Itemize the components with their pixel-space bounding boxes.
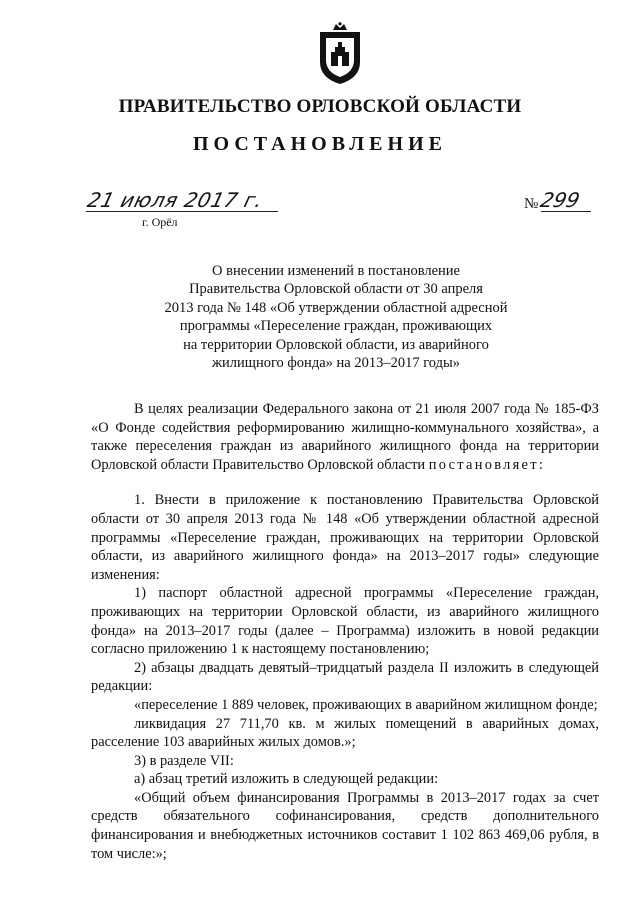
preamble-paragraph: В целях реализации Федерального закона от 21 июля 2007 года № 185-ФЗ «О Фонде содействия реформированию жилищно-коммунального хозяйства», а также переселения граждан из аварийного жилищного фонда на территории Орловской области Правительство Орловской области постановляет: — [91, 401, 599, 473]
subject-line: жилищного фонда» на 2013–2017 годы» — [212, 355, 460, 372]
body-paragraph: «переселение 1 889 человек, проживающих в аварийном жилищном фонде; — [134, 696, 598, 713]
subject-line: на территории Орловской области, из аварийного — [183, 336, 489, 353]
body-paragraph: 2) абзацы двадцать девятый–тридцатый раздела II изложить в следующей редакции: — [91, 659, 599, 695]
number-label: № — [524, 196, 539, 212]
body-paragraph: «Общий объем финансирования Программы в 2013–2017 годах за счет средств обязательного софинансирования, средств дополнительного финансирования и внебюджетных источников составит 1 102 863 469,06 рубля, в том числе:»; — [91, 789, 599, 862]
document-body — [91, 400, 599, 863]
city-label: г. Орёл — [142, 215, 178, 229]
subject-line: Правительства Орловской области от 30 апреля — [189, 281, 483, 298]
handwritten-date: 21 июля 2017 г. — [85, 188, 266, 212]
body-paragraph: 1. Внести в приложение к постановлению Правительства Орловской области от 30 апреля 2013 года № 148 «Об утверждении областной адресной программы «Переселение граждан, проживающих на территории Орловской области, из аварийного жилищного фонда» на 2013–2017 годы» следующие изменения: — [91, 492, 599, 583]
document-type-title: ПОСТАНОВЛЕНИЕ — [193, 133, 447, 155]
coat-of-arms-icon — [318, 22, 362, 86]
decree-word: постановляет — [428, 456, 539, 473]
document-subject — [150, 262, 522, 372]
body-paragraph: ликвидация 27 711,70 кв. м жилых помещений в аварийных домах, расселение 103 аварийных жилых домов.»; — [91, 715, 599, 751]
number-underline — [541, 211, 591, 212]
date-underline — [86, 211, 278, 212]
handwritten-number: 299 — [538, 188, 583, 212]
body-paragraph: 1) паспорт областной адресной программы «Переселение граждан, проживающих на территории Орловской области, из аварийного жилищного фонда» на 2013–2017 годы (далее – Программа) изложить в новой редакции согласно приложению 1 к настоящему постановлению; — [91, 585, 599, 658]
subject-line: 2013 года № 148 «Об утверждении областной адресной — [164, 299, 508, 316]
subject-line: О внесении изменений в постановление — [212, 263, 460, 279]
government-title: ПРАВИТЕЛЬСТВО ОРЛОВСКОЙ ОБЛАСТИ — [118, 96, 522, 117]
body-paragraph: 3) в разделе VII: — [134, 752, 234, 769]
subject-line: программы «Переселение граждан, проживающих — [179, 318, 493, 335]
body-paragraph: а) абзац третий изложить в следующей редакции: — [134, 771, 439, 788]
